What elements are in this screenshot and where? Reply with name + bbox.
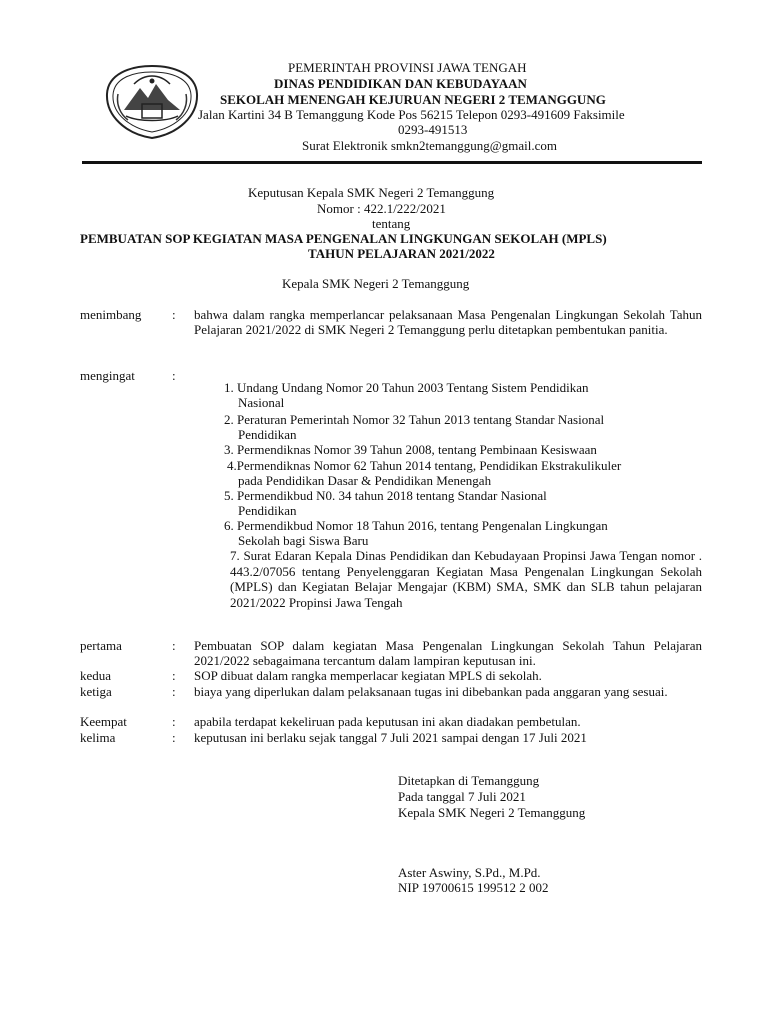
menimbang-text: bahwa dalam rangka memperlancar pelaksanaan Masa Pengenalan Lingkungan Sekolah Tahun Pelajaran 2021/2022 di SMK Negeri 2 Temanggung perlu ditetapkan pembentukan panitia. — [194, 307, 702, 337]
keempat-colon: : — [172, 714, 176, 729]
ketiga-label: ketiga — [80, 684, 112, 699]
letterhead-divider — [82, 161, 702, 164]
menimbang-label: menimbang — [80, 307, 142, 322]
letterhead-address: Jalan Kartini 34 B Temanggung Kode Pos 56215 Telepon 0293-491609 Faksimile — [198, 107, 625, 122]
kelima-label: kelima — [80, 730, 116, 745]
letterhead-email: Surat Elektronik smkn2temanggung@gmail.com — [302, 138, 557, 153]
mengingat-colon: : — [172, 368, 176, 383]
decree-title-line1: PEMBUATAN SOP KEGIATAN MASA PENGENALAN LINGKUNGAN SEKOLAH (MPLS) — [80, 231, 607, 246]
signatory-nip: NIP 19700615 199512 2 002 — [398, 880, 549, 895]
mengingat-item-5: 5. Permendikbud N0. 34 tahun 2018 tentang Standar Nasional — [224, 488, 547, 503]
decree-title-line2: TAHUN PELAJARAN 2021/2022 — [308, 246, 495, 261]
signatory-name: Aster Aswiny, S.Pd., M.Pd. — [398, 865, 541, 880]
mengingat-item-6-cont: Sekolah bagi Siswa Baru — [238, 533, 369, 548]
mengingat-item-2: 2. Peraturan Pemerintah Nomor 32 Tahun 2013 tentang Standar Nasional — [224, 412, 605, 427]
keempat-label: Keempat — [80, 714, 127, 729]
decree-issuer: Keputusan Kepala SMK Negeri 2 Temanggung — [248, 185, 495, 200]
signature-place: Ditetapkan di Temanggung — [398, 773, 540, 788]
decree-about: tentang — [372, 216, 411, 231]
kedua-text: SOP dibuat dalam rangka memperlacar kegiatan MPLS di sekolah. — [194, 668, 542, 683]
mengingat-item-6: 6. Permendikbud Nomor 18 Tahun 2016, tentang Pengenalan Lingkungan — [224, 518, 608, 533]
decree-number: Nomor : 422.1/222/2021 — [317, 201, 446, 216]
mengingat-item-4-cont: pada Pendidikan Dasar & Pendidikan Menengah — [238, 473, 492, 488]
pertama-colon: : — [172, 638, 176, 653]
mengingat-item-1: 1. Undang Undang Nomor 20 Tahun 2003 Tentang Sistem Pendidikan — [224, 380, 589, 395]
kelima-text: keputusan ini berlaku sejak tanggal 7 Juli 2021 sampai dengan 17 Juli 2021 — [194, 730, 587, 745]
mengingat-label: mengingat — [80, 368, 135, 383]
mengingat-item-5-cont: Pendidikan — [238, 503, 297, 518]
mengingat-item-3: 3. Permendiknas Nomor 39 Tahun 2008, tentang Pembinaan Kesiswaan — [224, 442, 597, 457]
pertama-text: Pembuatan SOP dalam kegiatan Masa Pengenalan Lingkungan Sekolah Tahun Pelajaran 2021/2022 sebagaimana tercantum dalam lampiran keputusan ini. — [194, 638, 702, 668]
kedua-label: kedua — [80, 668, 112, 683]
menimbang-colon: : — [172, 307, 176, 322]
kedua-colon: : — [172, 668, 176, 683]
signature-position: Kepala SMK Negeri 2 Temanggung — [398, 805, 586, 820]
pertama-label: pertama — [80, 638, 122, 653]
letterhead-fax: 0293-491513 — [398, 122, 468, 137]
mengingat-item-1-cont: Nasional — [238, 395, 285, 410]
letterhead-government: PEMERINTAH PROVINSI JAWA TENGAH — [288, 60, 527, 75]
letterhead-department: DINAS PENDIDIKAN DAN KEBUDAYAAN — [274, 76, 527, 91]
decree-authority: Kepala SMK Negeri 2 Temanggung — [282, 276, 470, 291]
signature-date: Pada tanggal 7 Juli 2021 — [398, 789, 526, 804]
letterhead-school-name: SEKOLAH MENENGAH KEJURUAN NEGERI 2 TEMANGGUNG — [220, 92, 606, 107]
mengingat-item-2-cont: Pendidikan — [238, 427, 297, 442]
mengingat-item-4: 4.Permendiknas Nomor 62 Tahun 2014 tentang, Pendidikan Ekstrakulikuler — [227, 458, 622, 473]
ketiga-colon: : — [172, 684, 176, 699]
mengingat-item-7: 7. Surat Edaran Kepala Dinas Pendidikan dan Kebudayaan Propinsi Jawa Tengan nomor . 443.2/07056 tentang Penyelenggaran Kegiatan Masa Pengenalan Lingkungan Sekolah (MPLS) dan Kegiatan Belajar Mengajar (KBM) SMA, SMK dan SLB tahun pelajaran 2021/2022 Propinsi Jawa Tengah — [230, 548, 702, 610]
keempat-text: apabila terdapat kekeliruan pada keputusan ini akan diadakan pembetulan. — [194, 714, 581, 729]
provincial-emblem-logo — [104, 64, 200, 140]
kelima-colon: : — [172, 730, 176, 745]
ketiga-text: biaya yang diperlukan dalam pelaksanaan tugas ini dibebankan pada anggaran yang sesuai. — [194, 684, 668, 699]
